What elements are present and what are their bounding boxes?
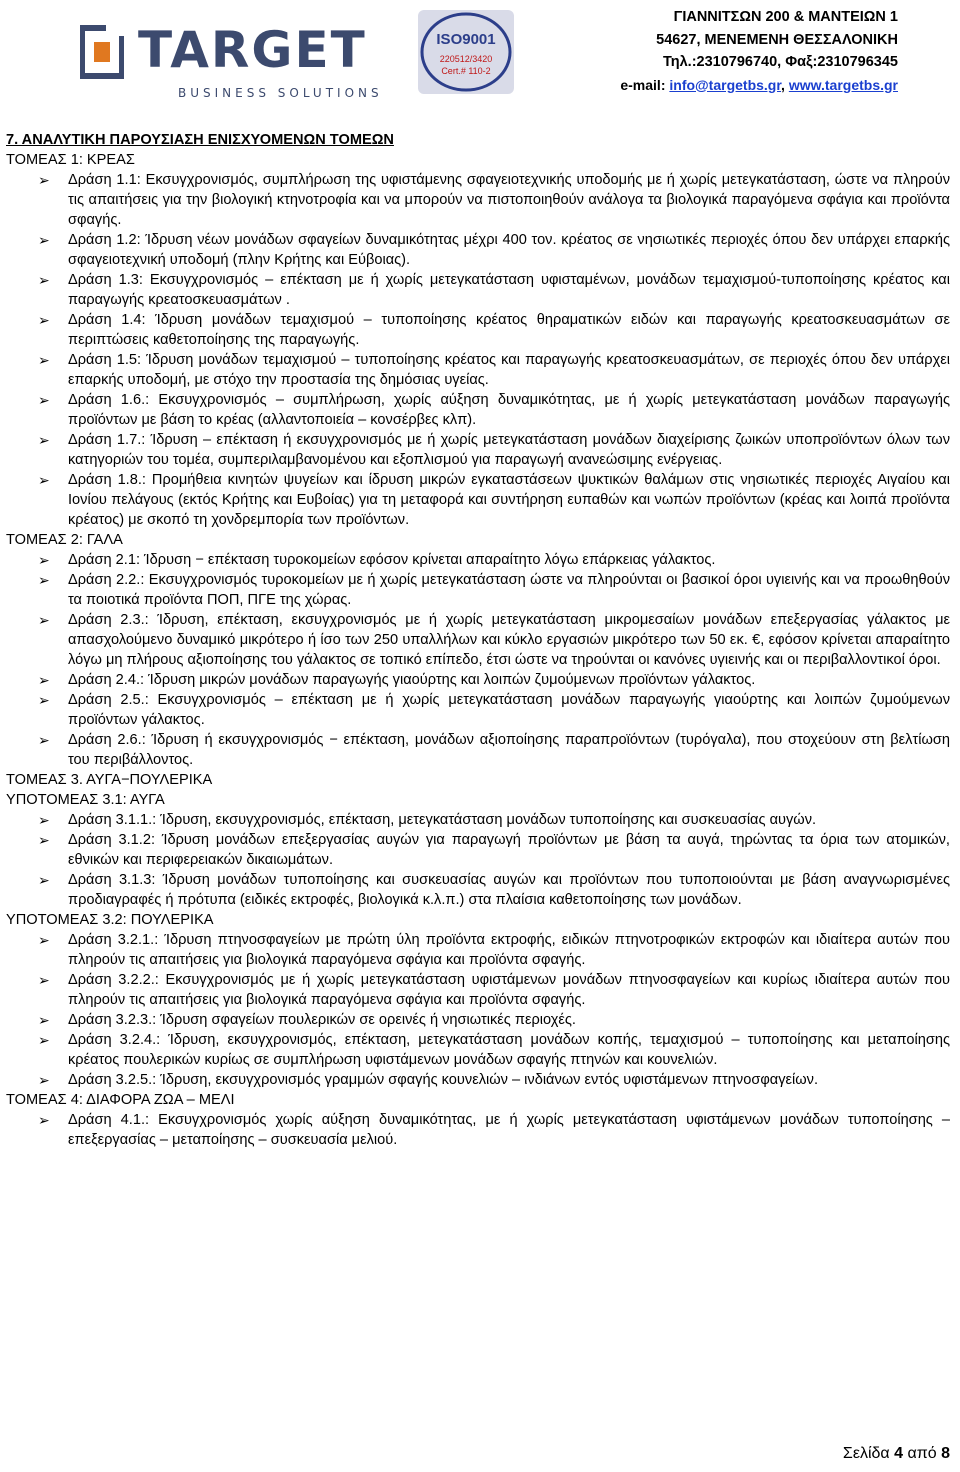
- arrow-bullet-icon: ➢: [38, 612, 50, 628]
- list-item-text: Δράση 1.8.: Προμήθεια κινητών ψυγείων και ίδρυση μικρών εγκαταστάσεων ψυκτικών θαλάμων στις νησιωτικές περιοχές Αιγαίου και Ιονίου πελάγους (εκτός Κρήτης και Ευβοίας) για τη μεταφορά και συντήρηση ευπαθών και νωπών προϊόντων (κρέας και λοιπά προϊόντα κρέατος) με σκοπό τη χονδρεμπορία των προϊόντων.: [68, 472, 950, 528]
- email-line: [578, 74, 898, 97]
- list-item: [6, 170, 950, 230]
- list-item-text: Δράση 3.2.1.: Ίδρυση πτηνοσφαγείων με πρώτη ύλη προϊόντα εκτροφής, ειδικών πτηνοτροφικών εκτροφών και ιδιαίτερα αυτών που πληρούν τις απαιτήσεις για βιολογικά παραγόμενα σφάγια και προϊόντα σφαγής.: [68, 932, 950, 968]
- subsector-3-1-list: [6, 810, 950, 910]
- arrow-bullet-icon: ➢: [38, 172, 50, 188]
- section-title: 7. ΑΝΑΛΥΤΙΚΗ ΠΑΡΟΥΣΙΑΣΗ ΕΝΙΣΧΥΟΜΕΝΩΝ ΤΟΜΕΩΝ: [6, 132, 394, 148]
- list-item: [6, 970, 950, 1010]
- sector-4-list: [6, 1110, 950, 1150]
- arrow-bullet-icon: ➢: [38, 312, 50, 328]
- arrow-bullet-icon: ➢: [38, 932, 50, 948]
- list-item: [6, 870, 950, 910]
- address-line-1: ΓΙΑΝΝΙΤΣΩΝ 200 & ΜΑΝΤΕΙΩΝ 1: [673, 9, 898, 25]
- list-item: [6, 550, 950, 570]
- list-item-text: Δράση 2.1: Ίδρυση − επέκταση τυροκομείων εφόσον κρίνεται απαραίτητο λόγω επάρκειας γάλακτος.: [68, 552, 716, 568]
- list-item: [6, 1110, 950, 1150]
- list-item-text: Δράση 2.2.: Εκσυγχρονισμός τυροκομείων με ή χωρίς μετεγκατάσταση ώστε να πληρούνται οι βασικοί όροι υγιεινής και να προωθηθούν τα ποιοτικά προϊόντα ΠΟΠ, ΠΓΕ της χώρας.: [68, 572, 950, 608]
- sector-2-list: [6, 550, 950, 770]
- list-item-text: Δράση 1.2: Ίδρυση νέων μονάδων σφαγείων δυναμικότητας μέχρι 400 τον. κρέατος σε νησιωτικές περιοχές όπου δεν υπάρχει επαρκής σφαγειοτεχνική υποδομή (πλην Κρήτης και Εύβοιας).: [68, 232, 950, 268]
- list-item-text: Δράση 1.3: Εκσυγχρονισμός – επέκταση με ή χωρίς μετεγκατάσταση υφισταμένων, μονάδων τεμαχισμού-τυποποίησης κρέατος και παραγωγής κρεατοσκευασμάτων .: [68, 272, 950, 308]
- arrow-bullet-icon: ➢: [38, 872, 50, 888]
- arrow-bullet-icon: ➢: [38, 472, 50, 488]
- sector-heading-4: ΤΟΜΕΑΣ 4: ΔΙΑΦΟΡΑ ΖΩΑ – ΜΕΛΙ: [6, 1092, 235, 1108]
- iso-cert: Cert.# 110-2: [441, 66, 491, 76]
- list-item: [6, 730, 950, 770]
- list-item-text: Δράση 2.5.: Εκσυγχρονισμός – επέκταση με ή χωρίς μετεγκατάσταση μονάδων παραγωγής γιαούρτης και λοιπών ζυμούμενων προϊόντων γάλακτος.: [68, 692, 950, 728]
- contact-block: [578, 6, 898, 96]
- list-item-text: Δράση 4.1.: Εκσυγχρονισμός χωρίς αύξηση δυναμικότητας, με ή χωρίς μετεγκατάσταση υφιστάμενων μονάδων τυποποίησης – επεξεργασίας – μεταποίησης – συσκευασία μελιού.: [68, 1112, 950, 1148]
- subsector-heading-3-2: ΥΠΟΤΟΜΕΑΣ 3.2: ΠΟΥΛΕΡΙΚΑ: [6, 912, 214, 928]
- iso-label: ISO9001: [436, 31, 496, 48]
- list-item-text: Δράση 1.7.: Ίδρυση – επέκταση ή εκσυγχρονισμός με ή χωρίς μετεγκατάσταση μονάδων διαχείρισης ζωικών υποπροϊόντων όλων των κατηγοριών του τομέα, συμπεριλαμβανομένου και εξοπλισμού για παραγωγή ανανεώσιμης ενέργειας.: [68, 432, 950, 468]
- arrow-bullet-icon: ➢: [38, 552, 50, 568]
- list-item-text: Δράση 3.2.4.: Ίδρυση, εκσυγχρονισμός, επέκταση, μετεγκατάσταση μονάδων κοπής, τεμαχισμού – τυποποίησης και μεταποίησης κρέατος πουλερικών κυρίως σε συμπλήρωση υφιστάμενων μονάδων σφαγής πτηνών και κουνελιών.: [68, 1032, 950, 1068]
- list-item: [6, 830, 950, 870]
- arrow-bullet-icon: ➢: [38, 692, 50, 708]
- list-item: [6, 470, 950, 530]
- website-link[interactable]: www.targetbs.gr: [788, 76, 898, 93]
- iso-badge-icon: [418, 10, 514, 94]
- sector-heading-2: ΤΟΜΕΑΣ 2: ΓΑΛΑ: [6, 532, 123, 548]
- page-number: 4: [894, 1445, 904, 1462]
- email-link[interactable]: info@targetbs.gr: [669, 76, 782, 93]
- list-item-text: Δράση 3.1.2: Ίδρυση μονάδων επεξεργασίας αυγών για παραγωγή προϊόντων με βάση τα αυγά, τηρώντας τα όρια των ατομικών, εθνικών και περιφερειακών δικαιωμάτων.: [68, 832, 950, 868]
- list-item-text: Δράση 3.1.1.: Ίδρυση, εκσυγχρονισμός, επέκταση, μετεγκατάσταση μονάδων τυποποίησης και συσκευασίας αυγών.: [68, 812, 817, 828]
- arrow-bullet-icon: ➢: [38, 812, 50, 828]
- page-word: Σελίδα: [842, 1445, 895, 1462]
- arrow-bullet-icon: ➢: [38, 672, 50, 688]
- logo-mark-icon: [80, 24, 124, 80]
- email-separator: ,: [781, 76, 789, 93]
- logo-tagline: BUSINESS SOLUTIONS: [178, 86, 383, 100]
- list-item-text: Δράση 1.4: Ίδρυση μονάδων τεμαχισμού – τυποποίησης κρέατος θηραματικών ειδών και παραγωγής κρεατοσκευασμάτων σε περιπτώσεις καθετοποίησης της παραγωγής.: [68, 312, 950, 348]
- list-item: [6, 930, 950, 970]
- company-logo: [80, 16, 410, 108]
- list-item: [6, 1070, 950, 1090]
- list-item: [6, 270, 950, 310]
- page-header: [0, 0, 960, 120]
- list-item: [6, 430, 950, 470]
- list-item-text: Δράση 1.1: Εκσυγχρονισμός, συμπλήρωση της υφιστάμενης σφαγειοτεχνικής υποδομής με ή χωρίς μετεγκατάσταση, ώστε να πληρούν τις απαιτήσεις για την βιολογική κτηνοτροφία και να μπορούν να πιστοποιηθούν ανάλογα τα βιολογικά παραγόμενα σφάγια και προϊόντα σφαγής.: [68, 172, 950, 228]
- arrow-bullet-icon: ➢: [38, 272, 50, 288]
- document-body: [6, 130, 950, 1150]
- list-item: [6, 350, 950, 390]
- email-prefix: e-mail:: [620, 76, 670, 93]
- list-item: [6, 230, 950, 270]
- list-item: [6, 570, 950, 610]
- arrow-bullet-icon: ➢: [38, 392, 50, 408]
- logo-wordmark: TARGET: [138, 21, 367, 79]
- arrow-bullet-icon: ➢: [38, 732, 50, 748]
- address-line-2: 54627, ΜΕΝΕΜΕΝΗ ΘΕΣΣΑΛΟΝΙΚΗ: [656, 31, 898, 48]
- list-item: [6, 310, 950, 350]
- arrow-bullet-icon: ➢: [38, 1032, 50, 1048]
- arrow-bullet-icon: ➢: [38, 432, 50, 448]
- arrow-bullet-icon: ➢: [38, 972, 50, 988]
- list-item-text: Δράση 3.2.3.: Ίδρυση σφαγείων πουλερικών σε ορεινές ή νησιωτικές περιοχές.: [68, 1012, 576, 1028]
- list-item: [6, 390, 950, 430]
- list-item-text: Δράση 3.1.3: Ίδρυση μονάδων τυποποίησης και συσκευασίας αυγών και προϊόντων που τυποποιούνται με βάση αναγνωρισμένες προδιαγραφές ή πρότυπα (ειδικές εκτροφές, βιολογικά κ.λ.π.) στα πλαίσια καθετοποίησης των μονάδων.: [68, 872, 950, 908]
- arrow-bullet-icon: ➢: [38, 232, 50, 248]
- list-item-text: Δράση 3.2.5.: Ίδρυση, εκσυγχρονισμός γραμμών σφαγής κουνελιών – ινδιάνων εντός υφιστάμενων πτηνοσφαγείων.: [68, 1072, 819, 1088]
- list-item-text: Δράση 3.2.2.: Εκσυγχρονισμός με ή χωρίς μετεγκατάσταση υφιστάμενων μονάδων πτηνοσφαγείων και κυρίως ιδιαίτερα αυτών που πληρούν τις απαιτήσεις για βιολογικά παραγόμενα σφάγια και προϊόντα σφαγής.: [68, 972, 950, 1008]
- list-item: [6, 810, 950, 830]
- iso-number: 220512/3420: [439, 54, 493, 64]
- sector-heading-3: ΤΟΜΕΑΣ 3. ΑΥΓΑ−ΠΟΥΛΕΡΙΚΑ: [6, 772, 213, 788]
- list-item-text: Δράση 2.3.: Ίδρυση, επέκταση, εκσυγχρονισμός με ή χωρίς μετεγκατάσταση μικρομεσαίων μονάδων επεξεργασίας γάλακτος με απασχολούμενο δυναμικό μικρότερο ή ίσο των 250 υπαλλήλων και κύκλο εργασιών μικρότερο των 50 εκ. €, εφόσον κρίνεται απαραίτητο λόγω μη πλήρους αξιοποίησης του γάλακτος σε τοπικό επίπεδο, έτσι ώστε να τηρούνται οι κανόνες υγιεινής και οι περιβαλλοντικοί όροι.: [68, 612, 950, 668]
- arrow-bullet-icon: ➢: [38, 832, 50, 848]
- arrow-bullet-icon: ➢: [38, 1012, 50, 1028]
- page-footer: [843, 1445, 950, 1463]
- list-item-text: Δράση 1.6.: Εκσυγχρονισμός – συμπλήρωση, χωρίς αύξηση δυναμικότητας, με ή χωρίς μετεγκατάσταση μονάδων παραγωγής προϊόντων με βάση το κρέας (αλλαντοποιεία – κονσέρβες κλπ).: [68, 392, 950, 428]
- sector-1-list: [6, 170, 950, 530]
- subsector-heading-3-1: ΥΠΟΤΟΜΕΑΣ 3.1: ΑΥΓΑ: [6, 792, 165, 808]
- list-item: [6, 670, 950, 690]
- subsector-3-2-list: [6, 930, 950, 1090]
- sector-heading-1: ΤΟΜΕΑΣ 1: ΚΡΕΑΣ: [6, 152, 135, 168]
- of-word: από: [903, 1445, 942, 1462]
- page-total: 8: [941, 1445, 950, 1462]
- arrow-bullet-icon: ➢: [38, 1072, 50, 1088]
- list-item: [6, 1010, 950, 1030]
- list-item-text: Δράση 2.6.: Ίδρυση ή εκσυγχρονισμός − επέκταση, μονάδων αξιοποίησης παραπροϊόντων (τυρόγαλα), που στοχεύουν στη βελτίωση του περιβάλλοντος.: [68, 732, 950, 768]
- list-item: [6, 1030, 950, 1070]
- list-item-text: Δράση 1.5: Ίδρυση μονάδων τεμαχισμού – τυποποίησης κρέατος και παραγωγής κρεατοσκευασμάτων, σε περιοχές όπου δεν υπάρχει επαρκής υποδομή, με στόχο την προστασία της δημόσιας υγείας.: [68, 352, 950, 388]
- arrow-bullet-icon: ➢: [38, 572, 50, 588]
- list-item: [6, 610, 950, 670]
- list-item: [6, 690, 950, 730]
- arrow-bullet-icon: ➢: [38, 352, 50, 368]
- phone-line: Τηλ.:2310796740, Φαξ:2310796345: [662, 54, 898, 70]
- list-item-text: Δράση 2.4.: Ίδρυση μικρών μονάδων παραγωγής γιαούρτης και λοιπών ζυμούμενων προϊόντων γάλακτος.: [68, 672, 756, 688]
- arrow-bullet-icon: ➢: [38, 1112, 50, 1128]
